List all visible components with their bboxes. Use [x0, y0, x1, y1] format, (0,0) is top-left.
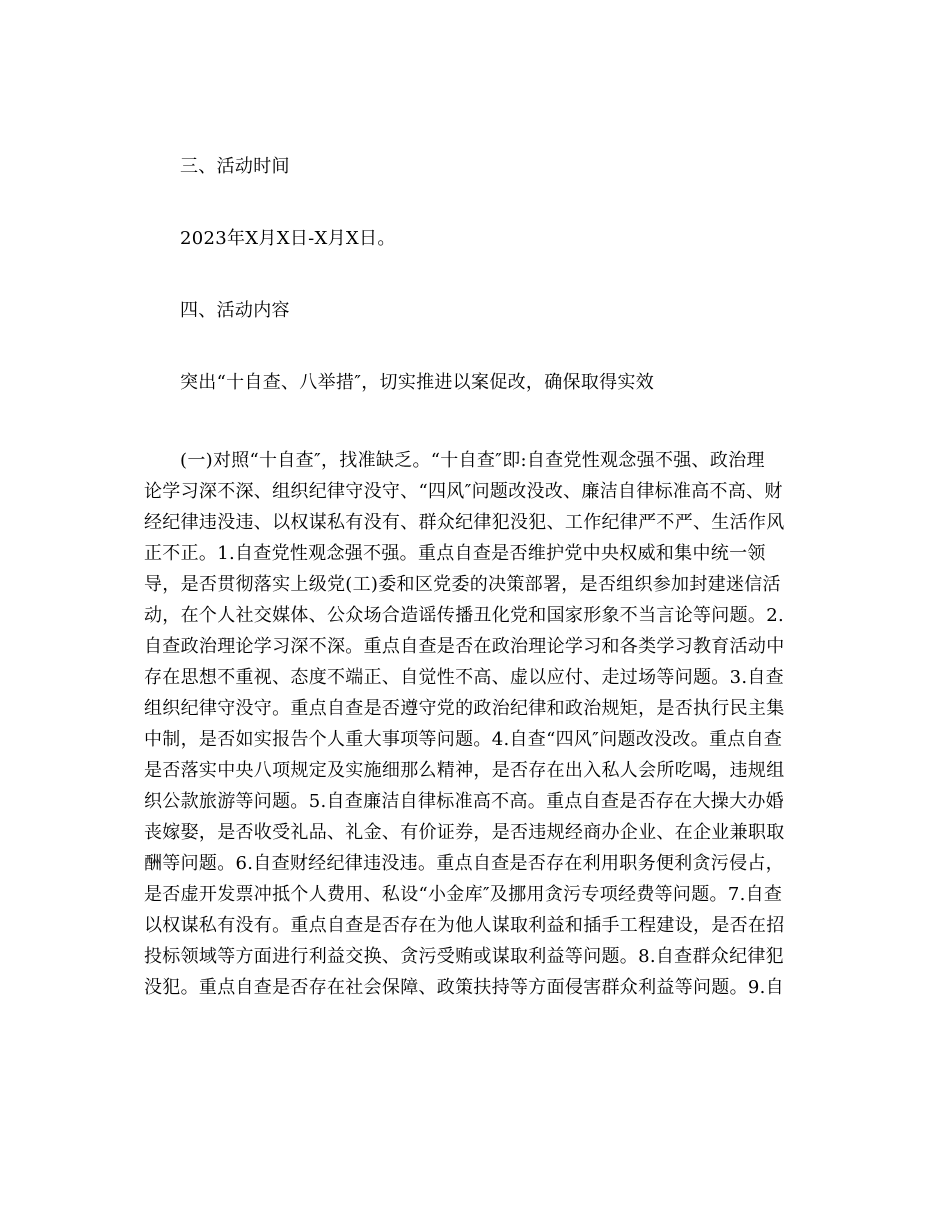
- body-line: 没犯。重点自查是否存在社会保障、政策扶持等方面侵害群众利益等问题。9.自: [144, 977, 784, 998]
- body-line: 是否落实中央八项规定及实施细那么精神，是否存在出入私人会所吃喝，违规组: [144, 760, 785, 781]
- body-line: 组织纪律守没守。重点自查是否遵守党的政治纪律和政治规矩，是否执行民主集: [144, 698, 785, 719]
- highlight-statement: 突出“十自查、八举措″，切实推进以案促改，确保取得实效: [180, 372, 655, 393]
- body-line: 织公款旅游等问题。5.自查廉洁自律标准高不高。重点自查是否存在大操大办婚: [144, 791, 784, 812]
- section-heading-activity-time: 三、活动时间: [180, 156, 290, 177]
- body-line: 丧嫁娶，是否收受礼品、礼金、有价证券，是否违规经商办企业、在企业兼职取: [144, 822, 785, 843]
- body-line: 投标领域等方面进行利益交换、贪污受贿或谋取利益等问题。8.自查群众纪律犯: [144, 946, 784, 967]
- body-line: 正不正。1.自查党性观念强不强。重点自查是否维护党中央权威和集中统一领: [144, 543, 766, 564]
- body-line: 中制，是否如实报告个人重大事项等问题。4.自查“四风″问题改没改。重点自查: [144, 729, 783, 750]
- body-line: 导，是否贯彻落实上级党(工)委和区党委的决策部署，是否组织参加封建迷信活: [144, 574, 781, 595]
- body-line: 动，在个人社交媒体、公众场合造谣传播丑化党和国家形象不当言论等问题。2.: [144, 605, 784, 626]
- body-line: 自查政治理论学习深不深。重点自查是否在政治理论学习和各类学习教育活动中: [144, 636, 785, 657]
- body-line: 论学习深不深、组织纪律守没守、“四风″问题改没改、廉洁自律标准高不高、财: [144, 481, 783, 502]
- body-line: (一)对照“十自查″，找准缺乏。“十自查″即:自查党性观念强不强、政治理: [180, 450, 765, 471]
- body-line: 以权谋私有没有。重点自查是否存在为他人谋取利益和插手工程建设，是否在招: [144, 915, 785, 936]
- body-line: 是否虚开发票冲抵个人费用、私设“小金库″及挪用贪污专项经费等问题。7.自查: [144, 884, 783, 905]
- body-line: 存在思想不重视、态度不端正、自觉性不高、虚以应付、走过场等问题。3.自查: [144, 667, 784, 688]
- activity-date-range: 2023年X月X日-X月X日。: [180, 228, 396, 249]
- body-line: 经纪律违没违、以权谋私有没有、群众纪律犯没犯、工作纪律严不严、生活作风: [144, 512, 785, 533]
- body-line: 酬等问题。6.自查财经纪律违没违。重点自查是否存在利用职务便利贪污侵占，: [144, 853, 784, 874]
- section-heading-activity-content: 四、活动内容: [180, 300, 290, 321]
